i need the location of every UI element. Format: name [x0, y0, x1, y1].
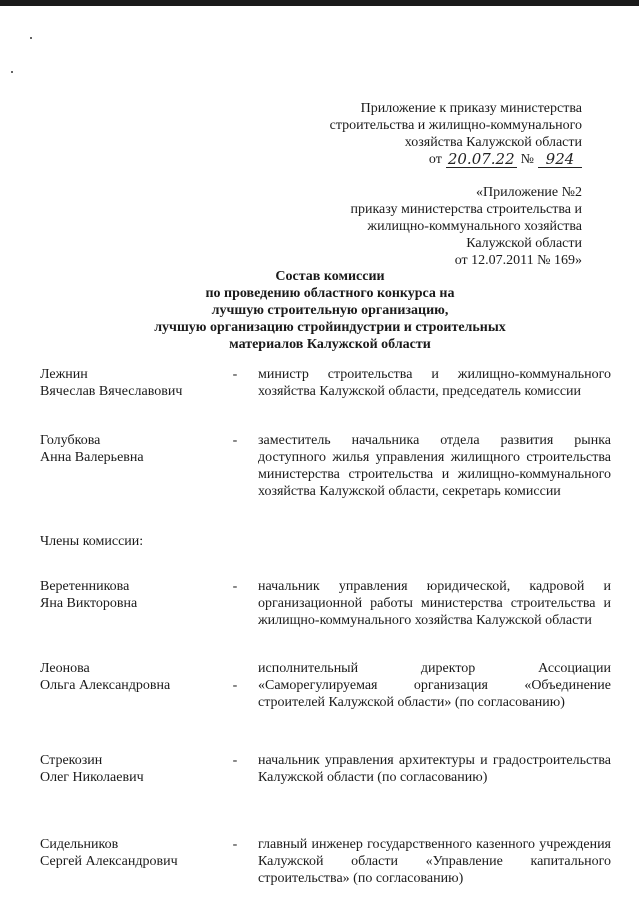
appendix-header — [262, 100, 582, 168]
person-given-names: Олег Николаевич — [40, 770, 144, 785]
appendix2-line: приказу министерства строительства и — [350, 202, 582, 217]
person-role: исполнительный директор Ассоциации «Саморегулируемая организация «Объединение строителей Калужской области» (по согласованию) — [258, 661, 611, 710]
appendix2-line: «Приложение №2 — [476, 185, 582, 200]
person-role: главный инженер государственного казенного учреждения Калужской области «Управление капитального строительства» (по согласованию) — [258, 837, 611, 886]
number-prefix: № — [520, 152, 534, 167]
document-title — [130, 268, 530, 353]
person-given-names: Ольга Александровна — [40, 678, 171, 693]
title-line: по проведению областного конкурса на — [205, 286, 455, 301]
person-role: начальник управления архитектуры и градостроительства Калужской области (по согласованию) — [258, 753, 611, 785]
title-line: лучшую строительную организацию, — [211, 303, 449, 318]
scan-speck — [11, 71, 13, 73]
appendix-line: Приложение к приказу министерства — [360, 101, 582, 116]
members-label: Члены комиссии: — [40, 534, 144, 549]
separator-dash: - — [232, 433, 238, 448]
person-given-names: Яна Викторовна — [40, 596, 138, 611]
separator-dash: - — [232, 367, 238, 382]
date-prefix: от — [428, 152, 442, 167]
person-surname: Стрекозин — [40, 753, 103, 768]
appendix-line: строительства и жилищно-коммунального — [329, 118, 582, 133]
person-name — [40, 836, 230, 870]
person-name — [40, 432, 230, 466]
appendix2-line: Калужской области — [466, 236, 582, 251]
appendix-line: хозяйства Калужской области — [404, 135, 582, 150]
handwritten-date: 20.07.22 — [447, 150, 515, 168]
person-name — [40, 660, 230, 694]
person-role: заместитель начальника отдела развития рынка доступного жилья управления жилищного строительства министерства строительства и жилищно-коммунального хозяйства Калужской области, секретарь комиссии — [258, 433, 611, 499]
scan-speck — [30, 37, 32, 39]
person-given-names: Вячеслав Вячеславович — [40, 384, 183, 399]
separator-dash: - — [232, 678, 238, 693]
title-line: лучшую организацию стройиндустрии и строительных — [154, 320, 506, 335]
person-role: министр строительства и жилищно-коммунального хозяйства Калужской области, председатель комиссии — [258, 367, 611, 399]
person-surname: Лежнин — [40, 367, 88, 382]
person-surname: Голубкова — [40, 433, 101, 448]
person-surname: Леонова — [40, 661, 90, 676]
person-role: начальник управления юридической, кадровой и организационной работы министерства строительства и жилищно-коммунального хозяйства Калужской области — [258, 579, 611, 628]
appendix2-line: от 12.07.2011 № 169» — [454, 253, 582, 268]
person-given-names: Анна Валерьевна — [40, 450, 144, 465]
order-date-line — [262, 151, 582, 168]
title-line: Состав комиссии — [275, 269, 385, 284]
separator-dash: - — [232, 753, 238, 768]
appendix2-header — [262, 184, 582, 269]
handwritten-number: 924 — [538, 151, 582, 168]
person-given-names: Сергей Александрович — [40, 854, 178, 869]
separator-dash: - — [232, 837, 238, 852]
person-surname: Сидельников — [40, 837, 119, 852]
title-line: материалов Калужской области — [229, 337, 431, 352]
scan-top-border — [0, 0, 639, 6]
appendix2-line: жилищно-коммунального хозяйства — [367, 219, 582, 234]
separator-dash: - — [232, 579, 238, 594]
person-name — [40, 366, 230, 400]
person-name — [40, 578, 230, 612]
person-surname: Веретенникова — [40, 579, 130, 594]
person-name — [40, 752, 230, 786]
